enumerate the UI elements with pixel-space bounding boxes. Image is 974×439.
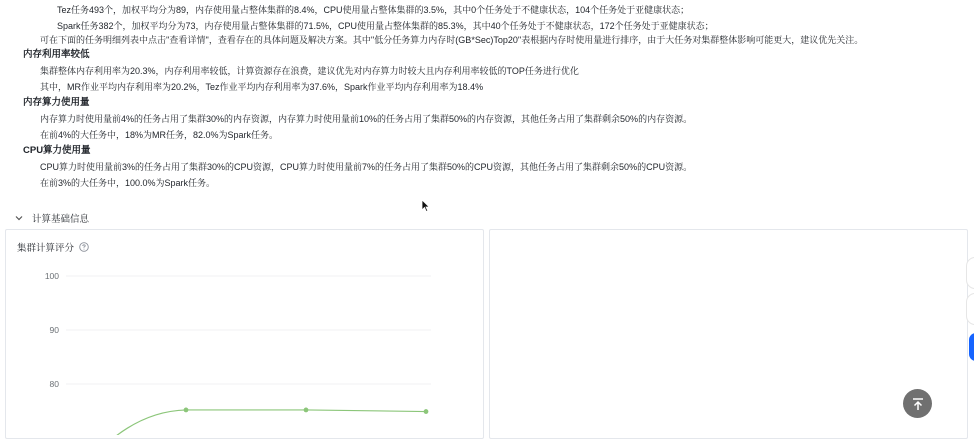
tez-summary-line: Tez任务493个，加权平均分为89，内存使用量占整体集群的8.4%，CPU使用量占整体集群的3.5%，其中0个任务处于不健康状态，104个任务处于亚健康状态； xyxy=(57,5,690,15)
heading-cpu-compute: CPU算力使用量 xyxy=(23,145,91,156)
memory-compute-line-2: 在前4%的大任务中，18%为MR任务，82.0%为Spark任务。 xyxy=(40,130,279,140)
memory-utilization-line-2: 其中，MR作业平均内存利用率为20.2%，Tez作业平均内存利用率为37.6%，Spark作业平均内存利用率为18.4% xyxy=(40,82,484,92)
mouse-pointer-icon xyxy=(421,199,430,213)
side-widget-blue[interactable] xyxy=(969,333,974,361)
spark-summary-line: Spark任务382个，加权平均分为73，内存使用量占整体集群的71.5%，CPU使用量占整体集群的85.3%，其中40个任务处于不健康状态，172个任务处于亚健康状态； xyxy=(57,21,714,31)
score-point[interactable] xyxy=(424,409,429,414)
secondary-chart-card xyxy=(489,229,968,439)
cpu-compute-line-2: 在前3%的大任务中，100.0%为Spark任务。 xyxy=(40,178,216,188)
memory-compute-line-1: 内存算力时使用量前4%的任务占用了集群30%的内存资源，内存算力时使用量前10%的任务占用了集群50%的内存资源，其他任务占用了集群剩余50%的内存资源。 xyxy=(40,114,693,124)
chevron-down-icon xyxy=(14,213,24,223)
score-series-line xyxy=(111,410,426,435)
heading-memory-utilization: 内存利用率较低 xyxy=(23,49,90,60)
y-tick-label: 90 xyxy=(49,325,59,335)
score-card-title: 集群计算评分 xyxy=(17,243,75,254)
chart-grid xyxy=(66,276,431,384)
score-card xyxy=(5,229,484,439)
y-tick-label: 80 xyxy=(49,379,59,389)
side-widget-ring[interactable] xyxy=(966,257,974,289)
section-title: 计算基础信息 xyxy=(32,214,90,225)
side-widget-ring-2[interactable] xyxy=(966,293,974,325)
score-line-chart xyxy=(6,230,485,435)
y-tick-label: 100 xyxy=(44,271,59,281)
section-toggle-compute-basics[interactable] xyxy=(14,211,89,225)
chart-y-ticks xyxy=(45,271,59,389)
memory-utilization-line-1: 集群整体内存利用率为20.3%，内存利用率较低，计算资源存在浪费，建议优先对内存算力时较大且内存利用率较低的TOP任务进行优化 xyxy=(40,66,579,76)
score-point[interactable] xyxy=(184,408,189,413)
score-point[interactable] xyxy=(304,408,309,413)
detail-hint-line: 可在下面的任务明细列表中点击''查看详情''，查看存在的具体问题及解决方案。其中''低分任务算力内存时(GB*Sec)Top20''表根据内存时使用量进行排序，由于大任务对集群整体影响可能更大，建议优先关注。 xyxy=(40,35,864,45)
arrow-up-to-top-icon xyxy=(911,397,925,411)
heading-memory-compute: 内存算力使用量 xyxy=(23,97,90,108)
cpu-compute-line-1: CPU算力时使用量前3%的任务占用了集群30%的CPU资源，CPU算力时使用量前7%的任务占用了集群50%的CPU资源，其他任务占用了集群剩余50%的CPU资源。 xyxy=(40,162,693,172)
back-to-top-button[interactable] xyxy=(903,389,932,418)
